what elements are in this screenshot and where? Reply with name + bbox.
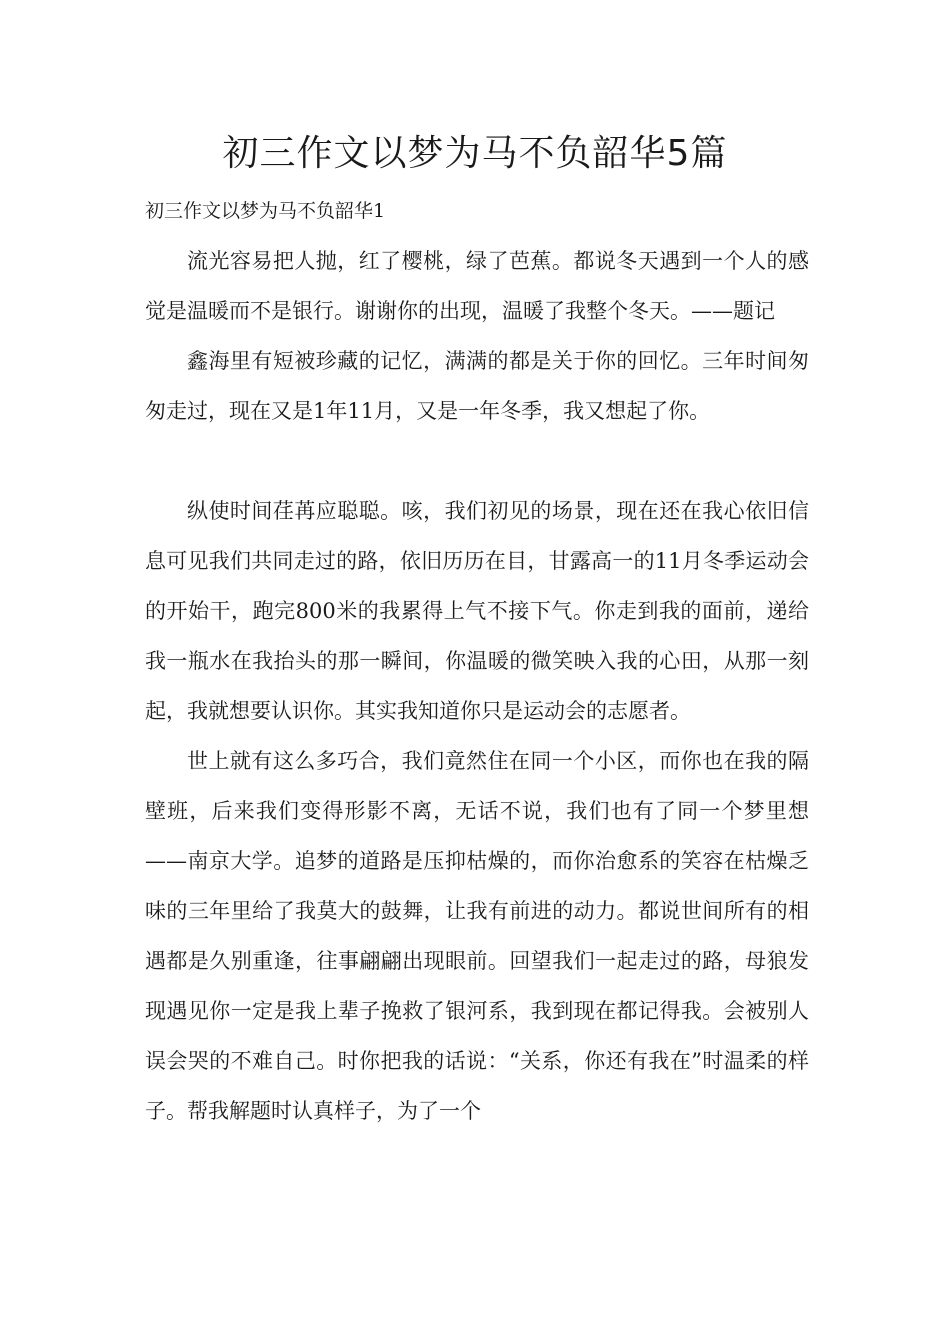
paragraph-epigraph: 流光容易把人抛，红了樱桃，绿了芭蕉。都说冬天遇到一个人的感觉是温暖而不是银行。谢谢你的出现，温暖了我整个冬天。——题记	[145, 249, 809, 323]
paragraph-spacer	[145, 436, 809, 486]
paragraph-coincidence: 世上就有这么多巧合，我们竟然住在同一个小区，而你也在我的隔壁班，后来我们变得形影不离，无话不说，我们也有了同一个梦里想——南京大学。追梦的道路是压抑枯燥的，而你治愈系的笑容在枯燥乏味的三年里给了我莫大的鼓舞，让我有前进的动力。都说世间所有的相遇都是久别重逢，往事翩翩出现眼前。回望我们一起走过的路，母狼发现遇见你一定是我上辈子挽救了银河系，我到现在都记得我。会被别人误会哭的不难自己。时你把我的话说：“关系，你还有我在”时温柔的样子。帮我解题时认真样子，为了一个	[145, 749, 809, 1123]
essay-subtitle: 初三作文以梦为马不负韶华1	[145, 200, 386, 222]
document-body	[145, 186, 809, 1136]
paragraph-memory: 鑫海里有短被珍藏的记忆，满满的都是关于你的回忆。三年时间匆匆走过，现在又是1年11月，又是一年冬季，我又想起了你。	[145, 349, 809, 423]
document-title: 初三作文以梦为马不负韶华5篇	[222, 133, 728, 174]
paragraph-first-meeting: 纵使时间荏苒应聪聪。咳，我们初见的场景，现在还在我心依旧信息可见我们共同走过的路，依旧历历在目，甘露高一的11月冬季运动会的开始干，跑完800米的我累得上气不接下气。你走到我的面前，递给我一瓶水在我抬头的那一瞬间，你温暖的微笑映入我的心田，从那一刻起，我就想要认识你。其实我知道你只是运动会的志愿者。	[145, 499, 809, 723]
